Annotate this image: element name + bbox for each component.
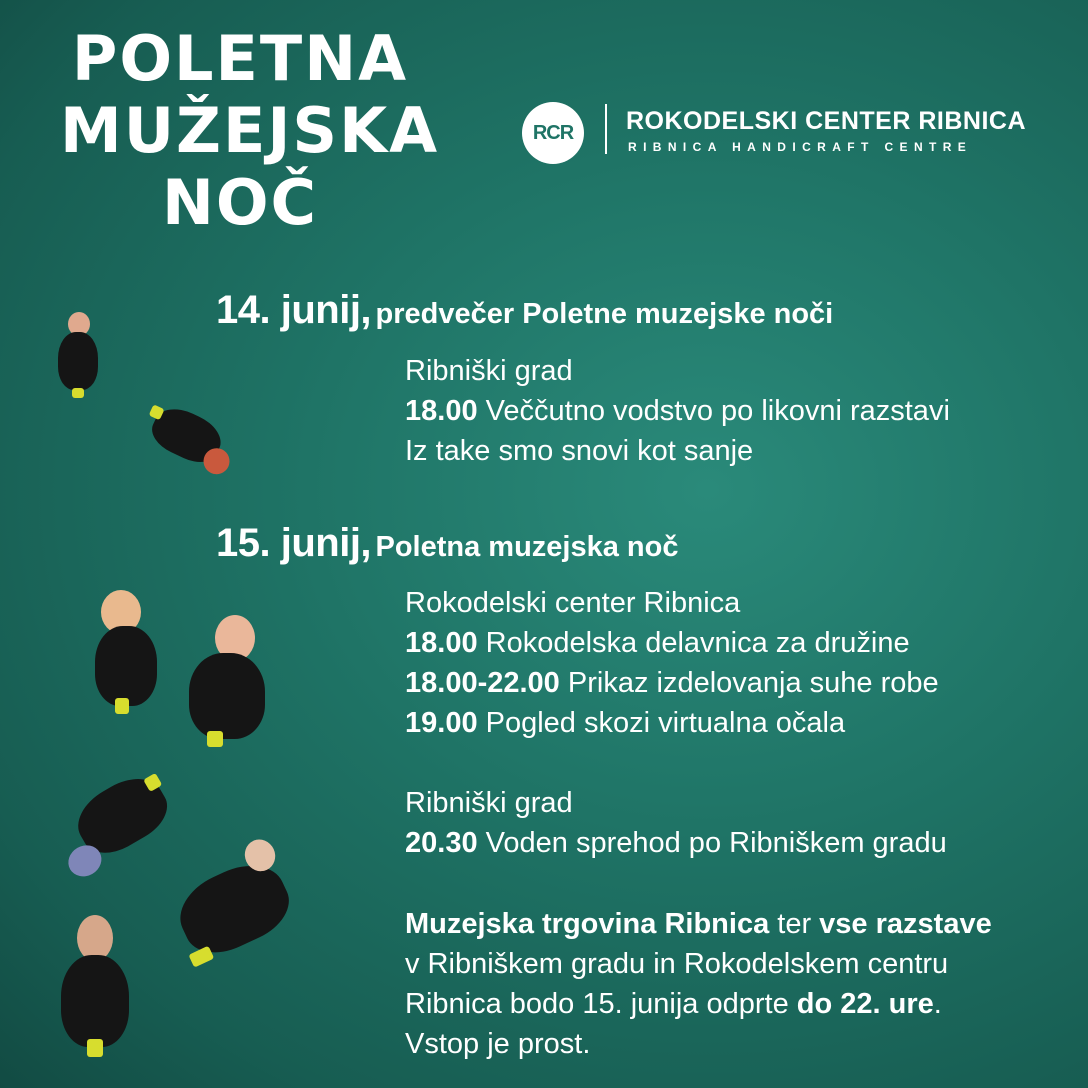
day2-item-time: 18.00-22.00 (405, 667, 560, 699)
day2-item-time: 20.30 (405, 827, 478, 859)
note-line-3 (405, 984, 992, 1024)
day2-item-time: 18.00 (405, 627, 478, 659)
doll-figure (130, 387, 250, 493)
day1-item (405, 391, 950, 431)
day2-location-1: Rokodelski center Ribnica (405, 587, 741, 619)
day1-event-line2: Iz take smo snovi kot sanje (405, 435, 754, 467)
note-shop: Muzejska trgovina Ribnica (405, 908, 770, 940)
doll-figure (185, 615, 270, 750)
day1-program (405, 351, 950, 471)
opening-hours-note (405, 904, 992, 1064)
doll-figure (55, 915, 135, 1060)
doll-figure (85, 590, 160, 720)
moth-body (61, 955, 129, 1047)
doll-figure (151, 827, 324, 993)
day2-heading (216, 521, 679, 566)
day2-item (405, 623, 939, 663)
day2-item (405, 703, 939, 743)
note-until: do 22. ure (796, 988, 934, 1020)
moth-tail (207, 731, 223, 747)
day1-date: 14. junij, (216, 288, 372, 332)
day2-item-text: Pogled skozi virtualna očala (485, 707, 846, 739)
day2-item (405, 823, 947, 863)
logo-subtitle: RIBNICA HANDICRAFT CENTRE (628, 140, 973, 154)
day2-item-time: 19.00 (405, 707, 478, 739)
day2-item-text: Rokodelska delavnica za družine (485, 627, 910, 659)
moth-tail (115, 698, 129, 714)
day1-heading (216, 288, 833, 333)
note-period: . (933, 988, 942, 1020)
moth-body (58, 332, 98, 390)
event-title (60, 22, 440, 244)
day1-location: Ribniški grad (405, 355, 573, 387)
logo-name: ROKODELSKI CENTER RIBNICA (626, 107, 1027, 135)
note-line-2: v Ribniškem gradu in Rokodelskem centru (405, 948, 949, 980)
title-line-2: MUŽEJSKA (60, 94, 440, 167)
day2-location-2: Ribniški grad (405, 787, 573, 819)
moth-body (95, 626, 157, 706)
title-line-3: NOČ (161, 166, 319, 239)
day2-date: 15. junij, (216, 521, 372, 565)
logo-divider (605, 104, 607, 154)
day2-item-text: Prikaz izdelovanja suhe robe (567, 667, 939, 699)
moth-tail (72, 388, 84, 398)
note-open: Ribnica bodo 15. junija odprte (405, 988, 797, 1020)
moth-body (189, 653, 265, 739)
moth-body (168, 852, 299, 966)
note-line-4: Vstop je prost. (405, 1028, 591, 1060)
day2-program-1 (405, 583, 939, 743)
moth-tail (87, 1039, 103, 1057)
doll-figure (52, 312, 102, 402)
day2-program-2 (405, 783, 947, 863)
title-line-1: POLETNA (71, 22, 409, 95)
day1-name: predvečer Poletne muzejske noči (375, 298, 834, 330)
note-conj: ter (769, 908, 820, 940)
day2-name: Poletna muzejska noč (375, 531, 679, 563)
logo-mark: RCR (522, 102, 584, 164)
note-line-1 (405, 904, 992, 944)
day1-time: 18.00 (405, 395, 478, 427)
day1-event: Veččutno vodstvo po likovni razstavi (485, 395, 950, 427)
note-exhibitions: vse razstave (819, 908, 992, 940)
day2-item-text: Voden sprehod po Ribniškem gradu (485, 827, 947, 859)
day2-item (405, 663, 939, 703)
